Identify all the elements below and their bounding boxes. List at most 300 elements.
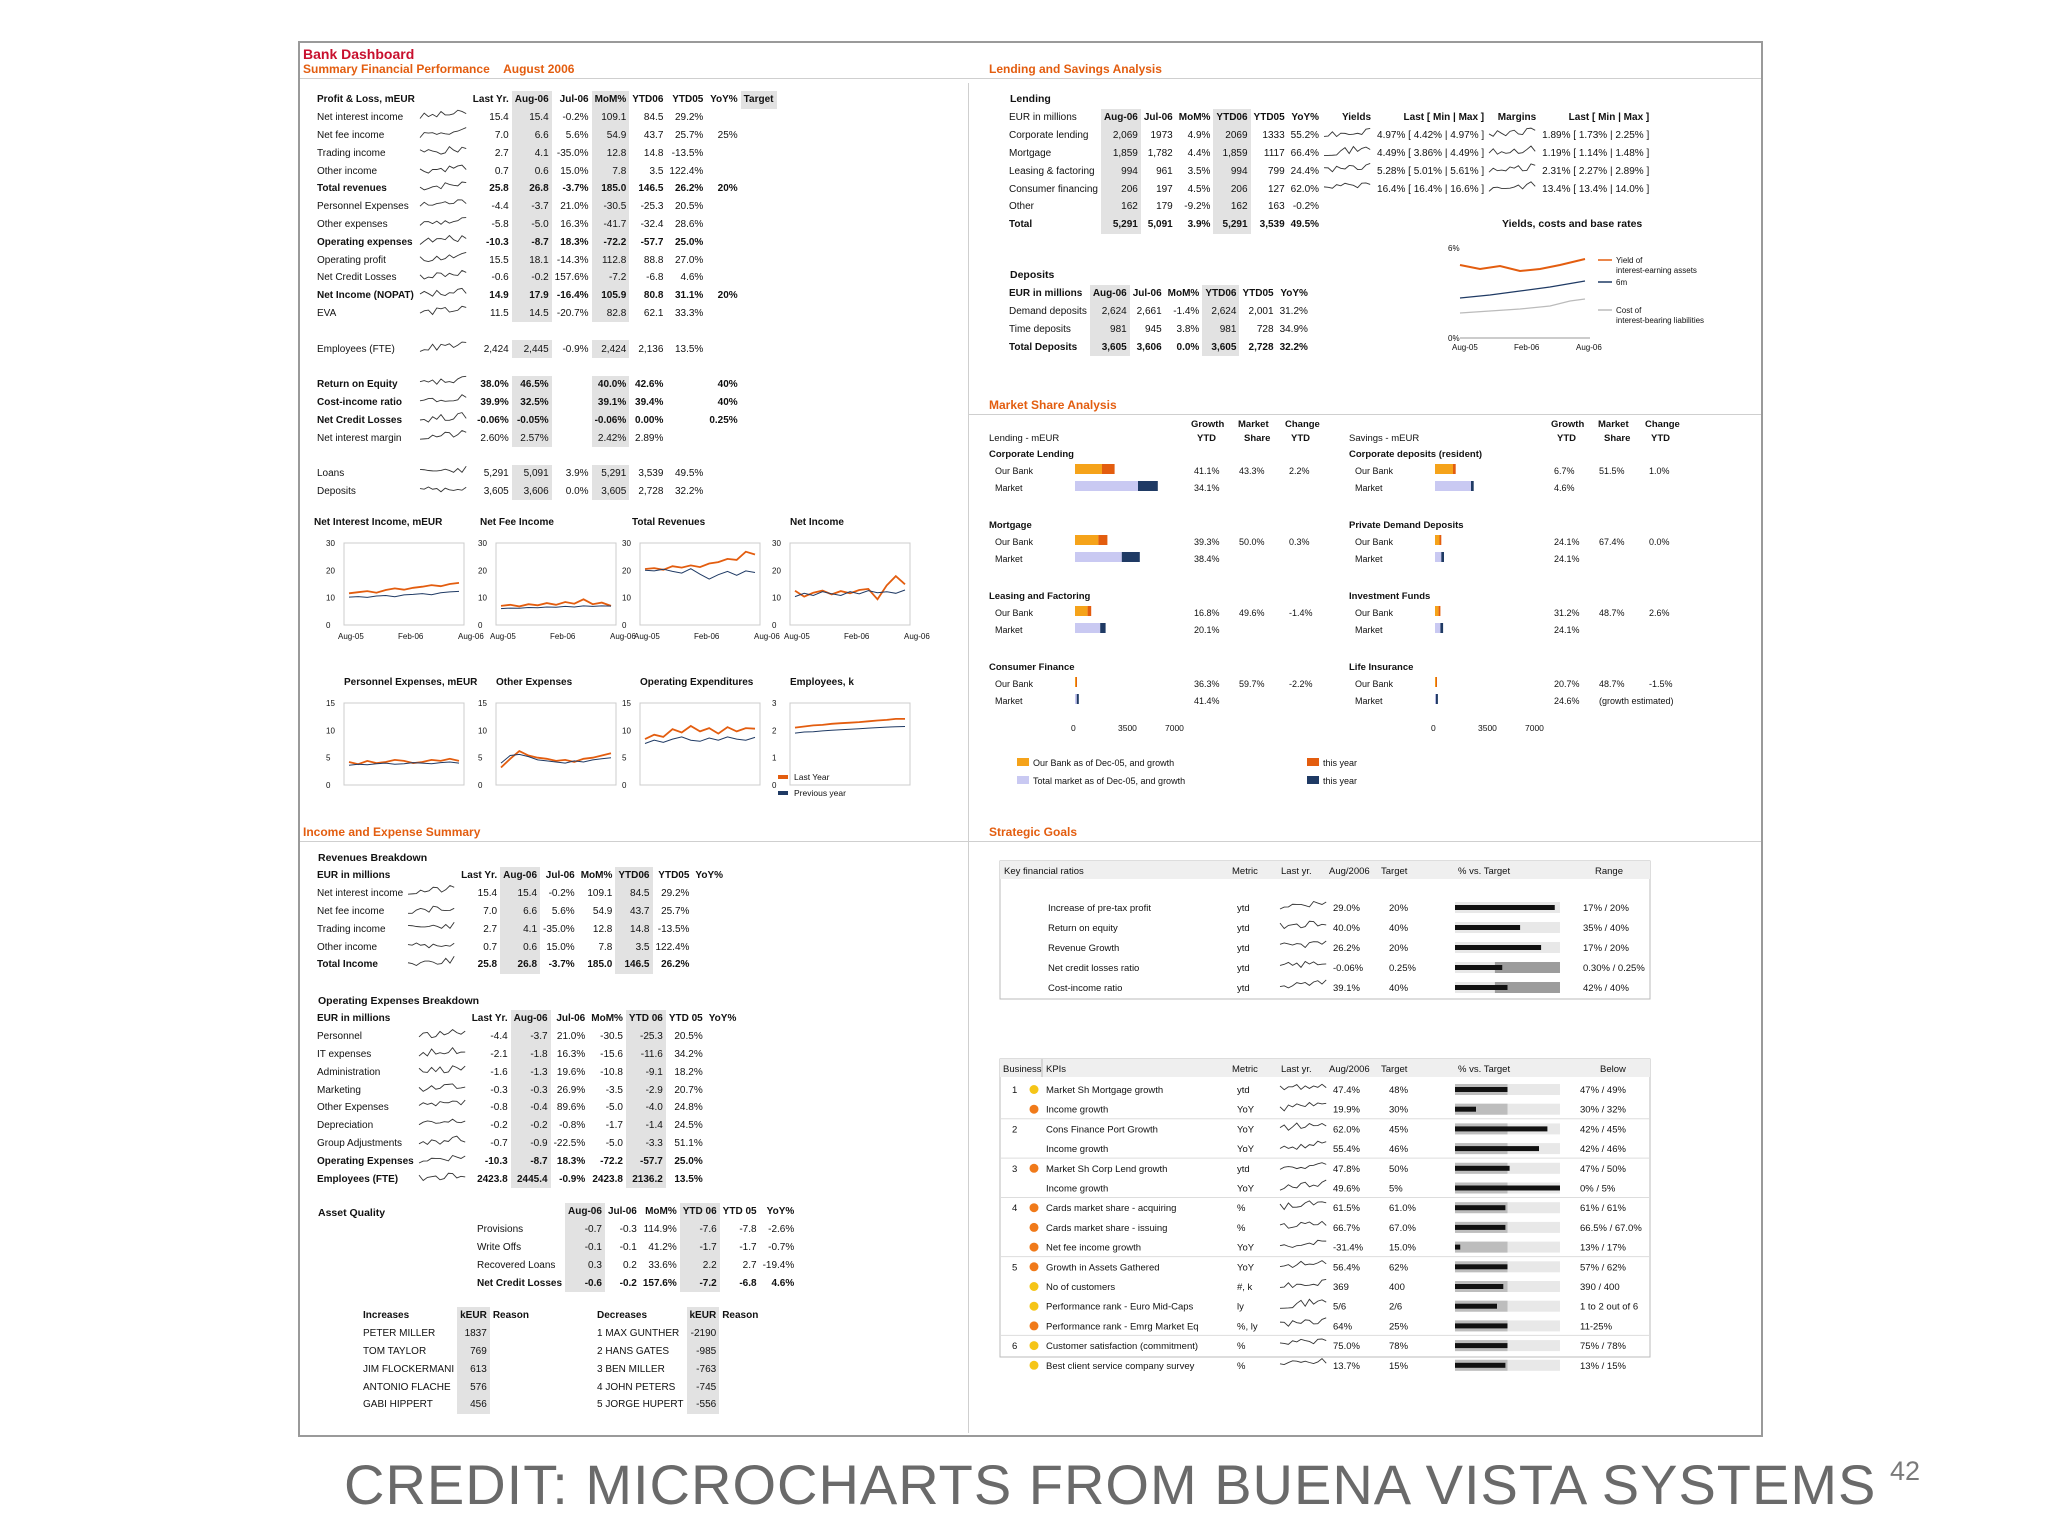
yield-spark-cell (1322, 127, 1374, 145)
value-cell: 14.9 (489, 290, 509, 302)
value-cell: 206 (1101, 180, 1141, 198)
value-cell: 46.5% (512, 376, 552, 394)
reason-cell (719, 1360, 761, 1378)
value-cell: 2.89% (635, 432, 664, 444)
yield-range: 16.4% [ 16.4% | 16.6% ] (1377, 183, 1485, 195)
value-cell: -0.2 (490, 1120, 508, 1132)
market-bar (1075, 694, 1077, 704)
column-header: MoM% (645, 1206, 677, 1218)
value-cell: 1,782 (1147, 147, 1173, 159)
sparkline-path (420, 252, 466, 261)
business-kpis (1000, 1059, 1650, 1372)
table-row (314, 1099, 739, 1117)
y-tick-label: 20 (478, 566, 487, 576)
column-header: Yields (1341, 112, 1372, 124)
below-value: 66.5% / 67.0% (1580, 1222, 1642, 1234)
sparkline-icon (408, 886, 456, 898)
column-header: YTD06 (1202, 285, 1239, 303)
metric: ytd (1237, 963, 1250, 974)
kpi-name: Customer satisfaction (commitment) (1046, 1341, 1199, 1353)
sparkline-path (420, 412, 466, 421)
change-value: 2.6% (1649, 608, 1670, 618)
value-cell: 2.60% (480, 432, 509, 444)
kpi-name: Market Sh Corp Lend growth (1046, 1163, 1168, 1175)
growth-value: 20.1% (1194, 625, 1220, 635)
sparkline-icon (420, 306, 468, 318)
column-header: YTD (1651, 433, 1670, 444)
value-cell: 4.9% (1187, 130, 1211, 142)
column-header: MoM% (1167, 288, 1200, 300)
column-header: % vs. Target (1458, 1064, 1511, 1075)
value-cell: 84.5 (615, 885, 652, 903)
value-cell: 12.8 (592, 923, 613, 935)
table-row (314, 1170, 739, 1188)
sparkline-icon (1280, 901, 1326, 908)
value-cell: 0.2 (622, 1259, 637, 1271)
value-cell: 28.6% (674, 218, 704, 230)
value-cell: -0.7 (490, 1137, 508, 1149)
value-cell: -11.6 (626, 1046, 666, 1064)
metric: ytd (1237, 923, 1250, 934)
table-row (594, 1325, 761, 1343)
target-value: 62% (1389, 1262, 1409, 1274)
name-cell: JIM FLOCKERMANI (363, 1363, 455, 1375)
column-header: Aug-06 (1090, 285, 1130, 303)
chart-title: Other Expenses (496, 677, 573, 688)
status-dot-icon (1030, 1341, 1039, 1350)
value-cell: -0.1 (619, 1241, 637, 1253)
column-header: Market (1598, 419, 1629, 430)
reason-cell (490, 1325, 532, 1343)
row-label: Corporate lending (1009, 130, 1089, 142)
value-cell: -0.2 (511, 1117, 551, 1135)
divider (300, 841, 1761, 842)
margin-range: 1.89% [ 1.73% | 2.25% ] (1542, 130, 1650, 142)
y-tick-label: 10 (326, 726, 335, 736)
actual-bar (1455, 1126, 1547, 1131)
column-header: YTD 05 (722, 1206, 757, 1218)
our-bank-bar (1075, 606, 1088, 616)
value-cell: -3.7% (562, 183, 589, 195)
market-growth-bar (1436, 694, 1438, 704)
column-header: Aug-06 (512, 91, 552, 109)
value-cell: -1.4% (1173, 306, 1200, 318)
yield-line (1460, 259, 1585, 271)
sparkline-icon (419, 1047, 467, 1059)
value-cell: -0.2% (1292, 201, 1320, 213)
current-value: 66.7% (1333, 1222, 1360, 1234)
group-title: Corporate deposits (resident) (1349, 449, 1483, 460)
column-header: Decreases (597, 1310, 648, 1322)
header-row (1006, 285, 1311, 303)
current-value: 56.4% (1333, 1262, 1360, 1274)
column-header: Last [ Min | Max ] (1568, 112, 1650, 124)
lending-title: Lending (1010, 93, 1051, 105)
value-cell: 4.5% (1187, 183, 1211, 195)
table-row (314, 305, 777, 323)
share-value: 48.7% (1599, 608, 1625, 618)
value-cell: 89.6% (556, 1102, 586, 1114)
margin-range: 1.19% [ 1.14% | 1.48% ] (1542, 147, 1650, 159)
value-cell: 15.5 (489, 254, 509, 266)
row-label: Other Expenses (317, 1102, 389, 1114)
below-value: 390 / 400 (1580, 1282, 1620, 1293)
value-cell (706, 144, 740, 162)
target-value: 67.0% (1389, 1222, 1416, 1234)
header-row (1006, 109, 1652, 127)
target-value: 40% (1389, 923, 1409, 934)
value-cell: -1.6 (490, 1066, 508, 1078)
value-cell (706, 251, 740, 269)
sparkline-icon (420, 217, 468, 229)
target-value: 78% (1389, 1341, 1409, 1353)
sparkline-icon (1280, 1279, 1326, 1287)
value-cell: 21.0% (556, 1031, 586, 1043)
target-value: 50% (1389, 1163, 1409, 1175)
series-line (645, 737, 755, 744)
reason-cell (719, 1343, 761, 1361)
sparkline-icon (420, 395, 468, 407)
actual-bar (1455, 1107, 1476, 1112)
table-row (314, 340, 777, 358)
spacer (314, 358, 777, 376)
growth-value: 6.7% (1554, 466, 1575, 476)
share-value: 51.5% (1599, 466, 1625, 476)
group-title: Life Insurance (1349, 662, 1414, 673)
column-header: Metric (1232, 1064, 1258, 1075)
name-cell: TOM TAYLOR (363, 1345, 427, 1357)
axis-tick: 0 (1431, 723, 1436, 733)
metric: ytd (1237, 903, 1250, 914)
chart-title: Net Fee Income (480, 517, 554, 528)
value-cell: 32.2% (674, 485, 704, 497)
value-cell: 4.1 (500, 920, 540, 938)
y-tick-label: 15 (478, 699, 487, 708)
sparkline-path (420, 235, 466, 244)
value-cell: -19.4% (762, 1259, 795, 1271)
value-cell: -0.06% (477, 414, 509, 426)
value-cell: 2136.2 (626, 1170, 666, 1188)
value-cell: 994 (1101, 162, 1141, 180)
column-header: Aug-06 (1101, 109, 1141, 127)
change-value: -2.2% (1289, 679, 1313, 689)
column-header: YTD05 (658, 870, 690, 882)
share-value: 43.3% (1239, 466, 1265, 476)
business-number: 5 (1012, 1262, 1018, 1274)
revenues-breakdown-table (314, 867, 726, 974)
metric: % (1237, 1203, 1246, 1215)
margin-spark-cell (1487, 145, 1539, 163)
column-header: YTD 05 (668, 1013, 703, 1025)
value-cell: -0.7 (565, 1221, 605, 1239)
share-value: 49.6% (1239, 608, 1265, 618)
target-value: 15% (1389, 1360, 1409, 1372)
value-cell: 185.0 (592, 180, 630, 198)
table-row (314, 144, 777, 162)
yield-spark-cell (1322, 216, 1374, 234)
sparkline-icon (1280, 1141, 1326, 1149)
sparkline-path (420, 289, 466, 297)
deposits-table (1006, 285, 1311, 356)
x-tick-label: Feb-06 (844, 632, 870, 641)
value-cell: 3,605 (1202, 338, 1239, 356)
kpi-name: Income growth (1046, 1144, 1109, 1156)
value-cell: -2.1 (490, 1048, 508, 1060)
value-cell: 25.7% (674, 129, 704, 141)
y-tick-label: 10 (326, 593, 335, 603)
group-title: Consumer Finance (989, 662, 1075, 673)
sparkline-icon (419, 1136, 467, 1148)
table-row (314, 956, 726, 974)
yield-spark-cell (1322, 162, 1374, 180)
kpi-name: Net fee income growth (1046, 1242, 1142, 1254)
column-header: YTD (1291, 433, 1310, 444)
row-label: Operating Expenses (317, 1155, 414, 1167)
share-value: (growth estimated) (1599, 696, 1674, 706)
value-cell: 3,539 (1259, 219, 1285, 231)
value-cell (706, 483, 740, 501)
sparkline-cell (418, 429, 470, 447)
value-cell: 5,291 (483, 468, 509, 480)
sparkline-path (408, 922, 454, 928)
target-value: 400 (1389, 1282, 1405, 1293)
value-cell: 18.3% (556, 1155, 586, 1167)
sparkline-path (420, 395, 466, 402)
sparkline-cell (418, 109, 470, 127)
legend-label: interest-earning assets (1616, 266, 1697, 275)
row-label: Trading income (317, 923, 386, 935)
spacer-row (314, 358, 777, 376)
target-value: 48% (1389, 1085, 1409, 1096)
x-tick-label: Feb-06 (398, 632, 424, 641)
metric: %, ly (1237, 1321, 1258, 1333)
value-cell: 41.2% (648, 1241, 677, 1253)
value-cell: 51.1% (674, 1137, 703, 1149)
group-title: Leasing and Factoring (989, 591, 1091, 602)
sparkline-path (408, 886, 454, 895)
range-value: 35% / 40% (1583, 923, 1629, 934)
actual-bar (1455, 1323, 1508, 1328)
table-row (594, 1360, 761, 1378)
reason-cell (490, 1396, 532, 1414)
our-bank-bar (1435, 606, 1439, 616)
change-value: -1.4% (1289, 608, 1313, 618)
plot-area (790, 543, 910, 625)
value-cell: 6.6 (512, 127, 552, 145)
metric: % (1237, 1341, 1246, 1353)
metric: YoY (1237, 1124, 1255, 1136)
sparkline-path (420, 342, 466, 351)
value-cell: 4.1 (512, 144, 552, 162)
column-header: EUR in millions (317, 1013, 391, 1025)
value-cell: 39.1% (592, 394, 630, 412)
our-bank-growth-bar (1102, 464, 1115, 474)
table-row (314, 269, 777, 287)
table-row (1006, 338, 1311, 356)
growth-value: 24.1% (1554, 537, 1580, 547)
margin-spark-cell (1487, 198, 1539, 216)
value-cell: 6.6 (500, 903, 540, 921)
target-value: 45% (1389, 1124, 1409, 1136)
sparkline-cell (406, 920, 458, 938)
actual-bar (1455, 985, 1508, 990)
sparkline-cell (418, 162, 470, 180)
margin-range: 13.4% [ 13.4% | 14.0% ] (1542, 183, 1650, 195)
business-number: 3 (1012, 1163, 1018, 1175)
row-label: Market (995, 554, 1023, 564)
value-cell: 14.5 (512, 305, 552, 323)
column-header: YTD (1197, 433, 1216, 444)
row-label: Market (1355, 554, 1383, 564)
table-row (314, 1117, 739, 1135)
value-cell: -72.2 (592, 233, 630, 251)
table-row (314, 429, 777, 447)
sparkline-icon (1489, 182, 1537, 194)
row-label: Operating expenses (317, 236, 413, 248)
yield-spark-cell (1322, 145, 1374, 163)
actual-bar (1455, 1205, 1505, 1210)
value-cell: 2,001 (1248, 306, 1274, 318)
ratio-name: Return on equity (1048, 923, 1118, 934)
share-value: 59.7% (1239, 679, 1265, 689)
row-label: Our Bank (1355, 679, 1394, 689)
reason-cell (719, 1378, 761, 1396)
row-label: Total Deposits (1009, 341, 1078, 353)
value-cell: 146.5 (638, 183, 664, 195)
sparkline-path (408, 906, 454, 913)
value-cell: -4.4 (491, 201, 509, 213)
sparkline-icon (419, 1154, 467, 1166)
value-cell: -3.7 (511, 1028, 551, 1046)
value-cell: 2,445 (512, 340, 552, 358)
y-tick-label: 30 (772, 539, 781, 548)
axis-tick: 7000 (1525, 723, 1544, 733)
value-cell: 13.5% (674, 1173, 703, 1185)
value-cell: 5,291 (1101, 216, 1141, 234)
group-title: Investment Funds (1349, 591, 1431, 602)
sparkline-icon (1280, 1102, 1326, 1110)
value-cell: -5.0 (512, 216, 552, 234)
value-cell: -16.4% (556, 290, 589, 302)
spacer (314, 447, 777, 465)
sparkline-icon (420, 342, 468, 354)
y-tick-label: 10 (478, 726, 487, 736)
column-header: YTD06 (1213, 109, 1250, 127)
sparkline-cell (417, 1152, 469, 1170)
column-header: Change (1285, 419, 1320, 430)
name-cell: 3 BEN MILLER (597, 1363, 665, 1375)
legend-swatch (1307, 758, 1319, 766)
row-label: Total (1009, 219, 1033, 231)
value-cell: -0.7% (768, 1241, 795, 1253)
value-cell: 25.0% (674, 1155, 703, 1167)
sparkline-icon (408, 957, 456, 969)
column-header: Target (1381, 866, 1408, 877)
kpi-name: Performance rank - Euro Mid-Caps (1046, 1301, 1194, 1313)
value-cell: 206 (1213, 180, 1250, 198)
name-cell: 4 JOHN PETERS (597, 1381, 676, 1393)
sparkline-cell (418, 305, 470, 323)
current-value: 49.6% (1333, 1183, 1360, 1195)
table-row (594, 1343, 761, 1361)
value-cell: -2.6% (768, 1224, 795, 1236)
market-bar (1435, 623, 1440, 633)
value-cell: 2,136 (638, 343, 664, 355)
table-row (474, 1274, 797, 1292)
value-cell (706, 162, 740, 180)
sparkline-icon (408, 940, 456, 952)
sparkline-path (420, 165, 466, 173)
sparkline-icon (1280, 941, 1326, 948)
sparkline-icon (420, 377, 468, 389)
value-cell: -4.0 (626, 1099, 666, 1117)
growth-value: 41.1% (1194, 466, 1220, 476)
market-bar (1435, 481, 1471, 491)
column-header: Growth (1191, 419, 1225, 430)
x-tick-label: Aug-05 (1452, 343, 1478, 352)
value-cell: 32.2% (1279, 341, 1308, 353)
legend-label: Cost of (1616, 306, 1642, 315)
legend-label: this year (1323, 776, 1358, 786)
value-cell: 80.8 (643, 290, 664, 302)
metric: #, k (1237, 1282, 1253, 1293)
value-cell: 0.7 (483, 941, 498, 953)
actual-bar (1455, 1264, 1508, 1269)
value-cell: 114.9% (643, 1224, 677, 1236)
value-cell: -3.5 (605, 1084, 623, 1096)
table-row (594, 1396, 761, 1414)
value-cell: 945 (1144, 323, 1162, 335)
legend-swatch (778, 791, 788, 795)
value-cell: 157.6% (554, 272, 589, 284)
table-row (314, 1028, 739, 1046)
credit-footer: CREDIT: MICROCHARTS FROM BUENA VISTA SYSTEMS (344, 1453, 1877, 1516)
series-line (645, 552, 755, 570)
sparkline-path (420, 306, 466, 314)
row-label: Other (1009, 201, 1035, 213)
column-header: Jul-06 (559, 94, 589, 106)
column-header: YoY% (1280, 288, 1308, 300)
series-line (349, 583, 459, 593)
value-cell (552, 429, 592, 447)
our-bank-growth-bar (1453, 464, 1456, 474)
value-cell: 2.2 (680, 1256, 720, 1274)
series-line (795, 727, 905, 734)
kpi-name: Best client service company survey (1046, 1360, 1195, 1372)
row-label: Net fee income (317, 129, 385, 141)
row-label: Net interest income (317, 888, 404, 900)
sparkline-path (419, 1119, 465, 1124)
value-cell: 3,605 (483, 485, 509, 497)
our-bank-bar (1435, 464, 1453, 474)
row-label: Our Bank (995, 608, 1034, 618)
value-cell: 105.9 (592, 287, 630, 305)
actual-bar (1455, 925, 1520, 930)
spark-header (406, 867, 458, 885)
value-cell: -0.2 (512, 269, 552, 287)
amount-cell: 613 (457, 1360, 490, 1378)
period: August 2006 (503, 62, 575, 76)
sparkline-icon (419, 1172, 467, 1184)
value-cell: 34.2% (674, 1048, 703, 1060)
row-label: Net Credit Losses (477, 1277, 563, 1289)
value-cell: -32.4 (640, 218, 664, 230)
value-cell: 0.6 (500, 938, 540, 956)
value-cell: 25.0% (674, 236, 704, 248)
market-share-heading: Market Share Analysis (989, 398, 1117, 412)
row-label: Employees (FTE) (317, 343, 395, 355)
column-header: YTD06 (632, 94, 664, 106)
